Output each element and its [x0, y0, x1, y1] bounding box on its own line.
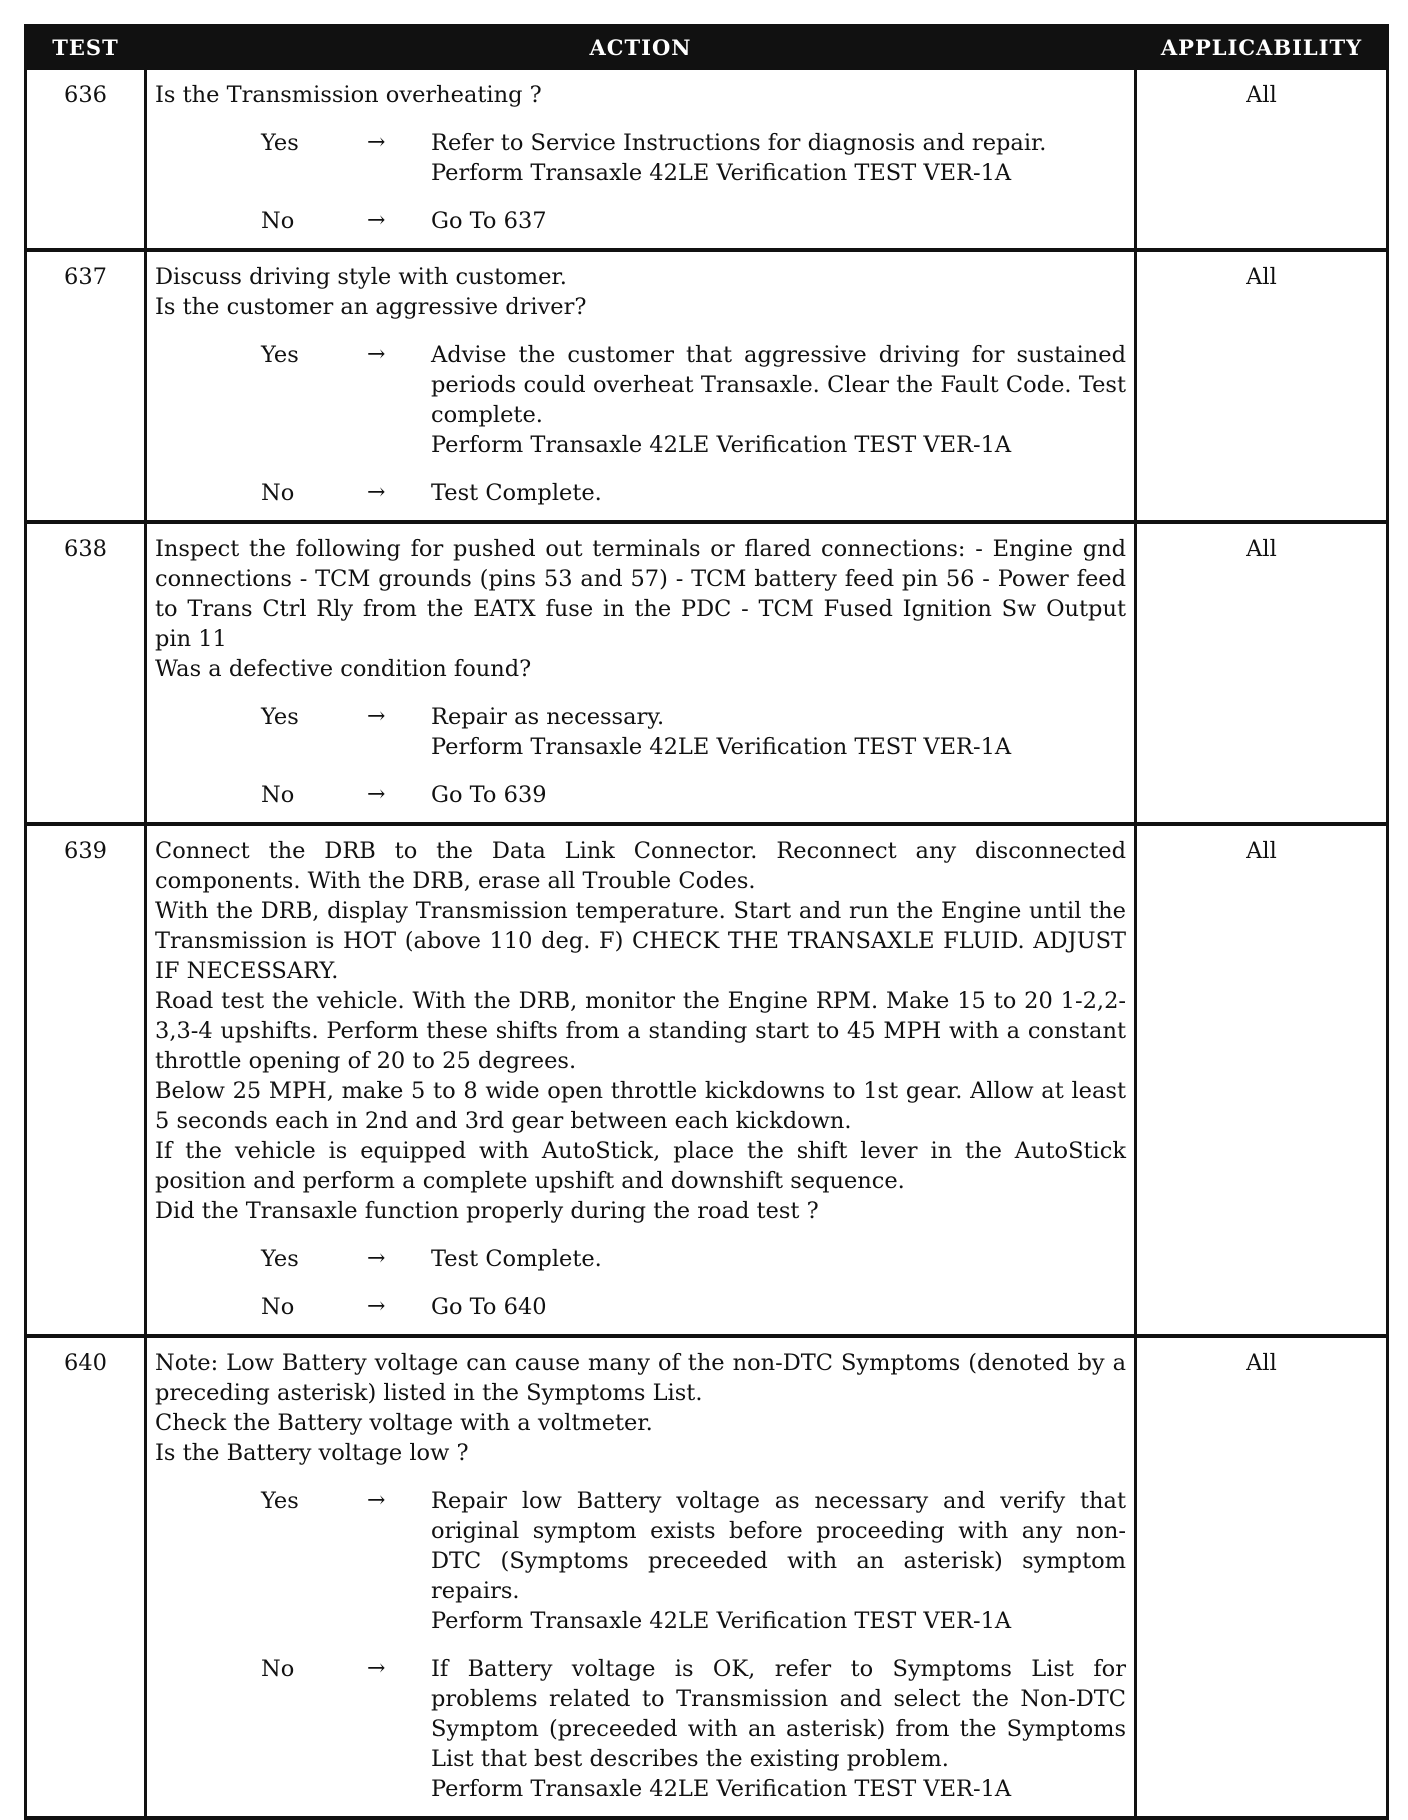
test-number: 638: [26, 522, 146, 824]
table-row: [26, 522, 1388, 824]
arrow-right-icon: →: [367, 342, 386, 367]
action-cell: [146, 824, 1136, 1336]
yes-result: Repair low Battery voltage as necessary and verify that original symptom exists before proceeding with any non-DTC (Symptoms preceeded with an asterisk) symptom repairs. Perform Transaxle 42LE Verification TEST VER-1A: [431, 1488, 1126, 1634]
test-question: Inspect the following for pushed out terminals or flared connections: - Engine gnd connections - TCM grounds (pins 53 and 57) - TCM battery feed pin 56 - Power feed to Trans Ctrl Rly from the EATX fuse in the PDC - TCM Fused Ignition Sw Output pin 11 Was a defective condition found?: [155, 536, 1126, 682]
no-branch: [155, 478, 1126, 508]
no-branch: [155, 206, 1126, 236]
yes-branch: [155, 128, 1126, 188]
test-question: Is the Transmission overheating ?: [155, 82, 542, 108]
no-result: Test Complete.: [431, 480, 602, 506]
no-result: Go To 640: [431, 1294, 547, 1320]
arrow-right-icon: →: [367, 130, 386, 155]
table-row: [26, 1336, 1388, 1818]
arrow-right-icon: →: [367, 782, 386, 807]
table-row: [26, 824, 1388, 1336]
table-row: [26, 250, 1388, 522]
no-result: If Battery voltage is OK, refer to Symptoms List for problems related to Transmission and select the Non-DTC Symptom (preceeded with an asterisk) from the Symptoms List that best describes the existing problem. Perform Transaxle 42LE Verification TEST VER-1A: [431, 1656, 1126, 1802]
action-cell: [146, 522, 1136, 824]
arrow-right-icon: →: [367, 208, 386, 233]
no-label: No: [261, 782, 295, 808]
no-label: No: [261, 480, 295, 506]
no-label: No: [261, 1294, 295, 1320]
yes-branch: [155, 1486, 1126, 1636]
header-action: ACTION: [146, 26, 1136, 69]
no-label: No: [261, 1656, 295, 1682]
diagnostic-test-table: [24, 24, 1389, 1820]
applicability-value: All: [1136, 69, 1388, 251]
yes-result: Refer to Service Instructions for diagnosis and repair. Perform Transaxle 42LE Verification TEST VER-1A: [431, 130, 1047, 186]
header-test: TEST: [26, 26, 146, 69]
arrow-right-icon: →: [367, 480, 386, 505]
test-question: Connect the DRB to the Data Link Connector. Reconnect any disconnected components. With the DRB, erase all Trouble Codes. With the DRB, display Transmission temperature. Start and run the Engine until the Transmission is HOT (above 110 deg. F) CHECK THE TRANSAXLE FLUID. ADJUST IF NECESSARY. Road test the vehicle. With the DRB, monitor the Engine RPM. Make 15 to 20 1-2,2-3,3-4 upshifts. Perform these shifts from a standing start to 45 MPH with a constant throttle opening of 20 to 25 degrees. Below 25 MPH, make 5 to 8 wide open throttle kickdowns to 1st gear. Allow at least 5 seconds each in 2nd and 3rd gear between each kickdown. If the vehicle is equipped with AutoStick, place the shift lever in the AutoStick position and perform a complete upshift and downshift sequence. Did the Transaxle function properly during the road test ?: [155, 838, 1126, 1224]
arrow-right-icon: →: [367, 1656, 386, 1681]
test-number: 637: [26, 250, 146, 522]
table-row: [26, 69, 1388, 251]
test-number: 636: [26, 69, 146, 251]
yes-label: Yes: [261, 1488, 299, 1514]
no-branch: [155, 1654, 1126, 1804]
yes-result: Repair as necessary. Perform Transaxle 42LE Verification TEST VER-1A: [431, 704, 1012, 760]
applicability-value: All: [1136, 522, 1388, 824]
test-number: 639: [26, 824, 146, 1336]
action-cell: [146, 1336, 1136, 1818]
header-applicability: APPLICABILITY: [1136, 26, 1388, 69]
applicability-value: All: [1136, 1336, 1388, 1818]
yes-label: Yes: [261, 130, 299, 156]
action-cell: [146, 250, 1136, 522]
test-question: Note: Low Battery voltage can cause many of the non-DTC Symptoms (denoted by a preceding asterisk) listed in the Symptoms List. Check the Battery voltage with a voltmeter. Is the Battery voltage low ?: [155, 1350, 1126, 1466]
action-cell: [146, 69, 1136, 251]
yes-branch: [155, 702, 1126, 762]
table-header-row: [26, 26, 1388, 69]
arrow-right-icon: →: [367, 704, 386, 729]
test-number: 640: [26, 1336, 146, 1818]
applicability-value: All: [1136, 250, 1388, 522]
yes-result: Advise the customer that aggressive driving for sustained periods could overheat Transaxle. Clear the Fault Code. Test complete. Perform Transaxle 42LE Verification TEST VER-1A: [431, 342, 1126, 458]
yes-result: Test Complete.: [431, 1246, 602, 1272]
yes-branch: [155, 1244, 1126, 1274]
no-branch: [155, 780, 1126, 810]
no-label: No: [261, 208, 295, 234]
yes-label: Yes: [261, 342, 299, 368]
arrow-right-icon: →: [367, 1488, 386, 1513]
yes-label: Yes: [261, 704, 299, 730]
yes-branch: [155, 340, 1126, 460]
no-result: Go To 637: [431, 208, 547, 234]
applicability-value: All: [1136, 824, 1388, 1336]
no-branch: [155, 1292, 1126, 1322]
arrow-right-icon: →: [367, 1246, 386, 1271]
arrow-right-icon: →: [367, 1294, 386, 1319]
no-result: Go To 639: [431, 782, 547, 808]
yes-label: Yes: [261, 1246, 299, 1272]
test-question: Discuss driving style with customer. Is the customer an aggressive driver?: [155, 264, 587, 320]
diagnostic-procedure-page: [24, 24, 1386, 1820]
